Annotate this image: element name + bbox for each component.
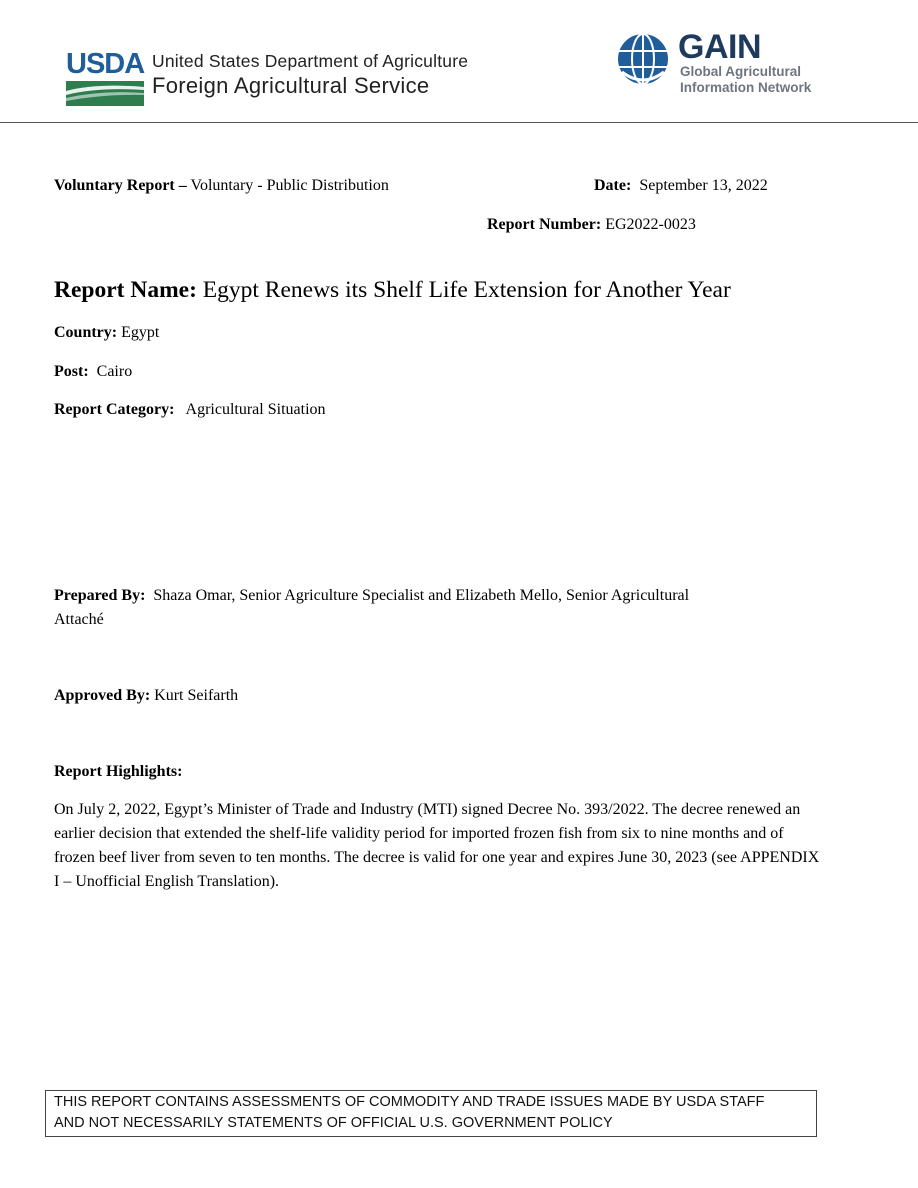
usda-logo-text: USDA <box>66 48 145 80</box>
category-value: Agricultural Situation <box>185 401 326 418</box>
prepared-label: Prepared By: <box>54 587 146 604</box>
disclaimer-line-1: THIS REPORT CONTAINS ASSESSMENTS OF COMMODITY AND TRADE ISSUES MADE BY USDA STAFF <box>54 1094 765 1110</box>
post-label: Post: <box>54 363 89 380</box>
report-type-value: Voluntary - Public Distribution <box>190 177 389 194</box>
report-number <box>487 215 696 235</box>
disclaimer-line-2: AND NOT NECESSARILY STATEMENTS OF OFFICIAL U.S. GOVERNMENT POLICY <box>54 1115 613 1131</box>
disclaimer-box <box>45 1090 817 1137</box>
gain-subtitle-line-1: Global Agricultural <box>680 64 802 79</box>
prepared-by <box>54 586 689 606</box>
report-name-label: Report Name: <box>54 277 197 303</box>
prepared-by-continued: Attaché <box>54 611 104 628</box>
highlights-heading: Report Highlights: <box>54 763 183 780</box>
gain-subtitle <box>680 64 811 96</box>
report-type <box>54 176 389 196</box>
globe-icon <box>616 32 670 86</box>
approved-label: Approved By: <box>54 687 151 704</box>
approved-by <box>54 686 238 706</box>
report-name-value: Egypt Renews its Shelf Life Extension for Another Year <box>202 277 731 303</box>
report-country <box>54 323 159 343</box>
agency-line-2: Foreign Agricultural Service <box>152 73 430 98</box>
country-label: Country: <box>54 324 118 341</box>
usda-logo <box>66 50 144 106</box>
gain-subtitle-line-2: Information Network <box>680 80 812 95</box>
usda-field-icon <box>66 81 144 106</box>
report-post <box>54 362 132 382</box>
highlights-text: On July 2, 2022, Egypt’s Minister of Trade and Industry (MTI) signed Decree No. 393/2022. The decree renewed an earlier decision that extended the shelf-life validity period for imported frozen fish from six to nine months and of frozen beef liver from seven to ten months. The decree is valid for one year and expires June 30, 2023 (see APPENDIX I – Unofficial English Translation). <box>54 801 820 890</box>
report-type-label: Voluntary Report – <box>54 177 187 194</box>
report-category <box>54 400 326 420</box>
prepared-value: Shaza Omar, Senior Agriculture Specialist and Elizabeth Mello, Senior Agricultural <box>153 587 690 604</box>
header-divider <box>0 122 918 123</box>
agency-name <box>152 50 468 100</box>
report-date <box>594 176 768 196</box>
report-number-label: Report Number: <box>487 216 602 233</box>
report-date-label: Date: <box>594 177 632 194</box>
report-name <box>54 276 731 304</box>
report-number-value: EG2022-0023 <box>605 216 696 233</box>
agency-line-1: United States Department of Agriculture <box>152 51 469 71</box>
report-date-value: September 13, 2022 <box>639 177 768 194</box>
gain-logo-text: GAIN <box>678 28 761 66</box>
country-value: Egypt <box>121 324 160 341</box>
gain-logo <box>616 28 856 102</box>
category-label: Report Category: <box>54 401 175 418</box>
post-value: Cairo <box>96 363 133 380</box>
approved-value: Kurt Seifarth <box>154 687 239 704</box>
